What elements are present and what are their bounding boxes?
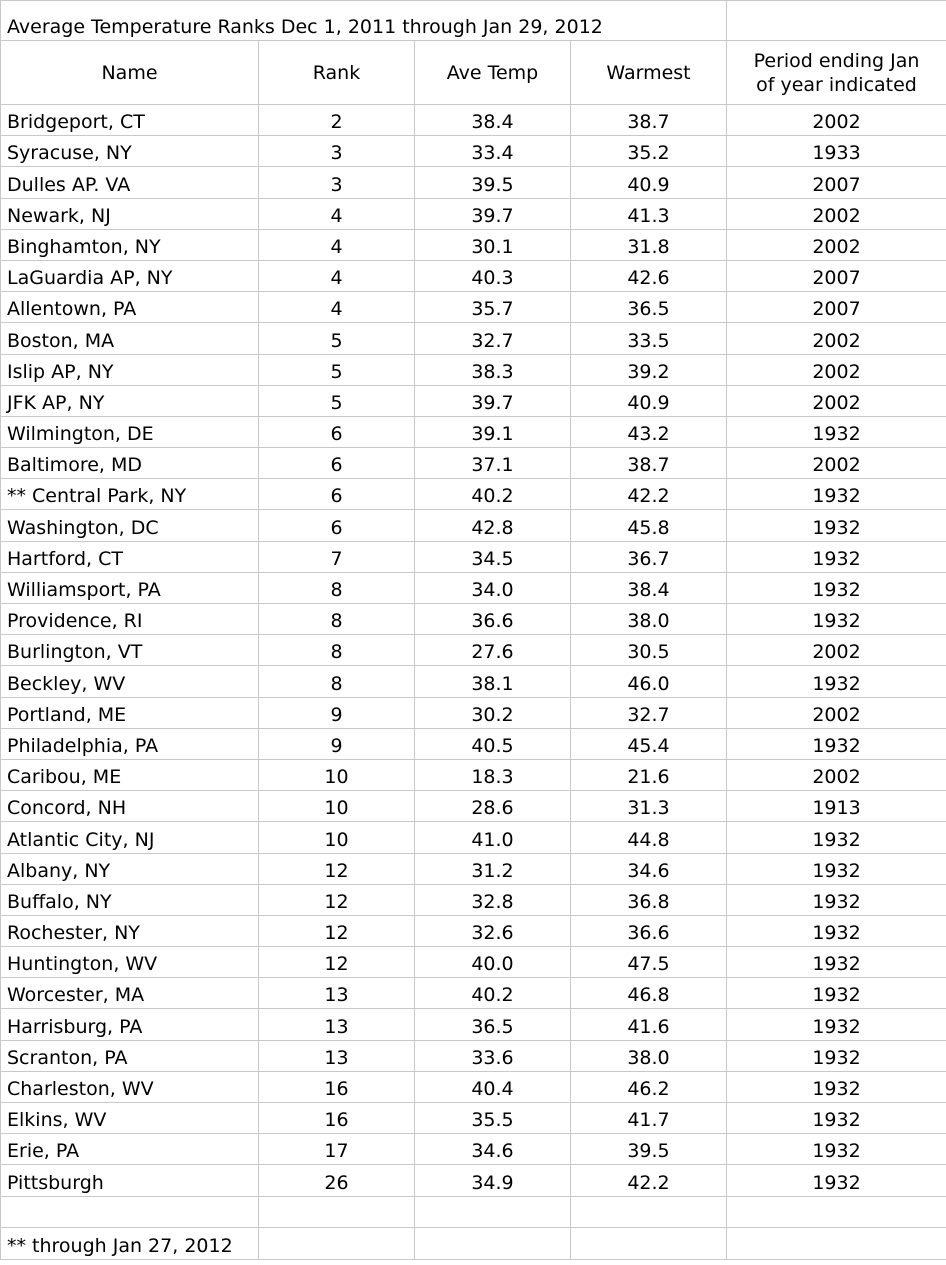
cell-ave-temp: 40.3 — [415, 260, 571, 291]
header-period-line2: of year indicated — [756, 73, 917, 96]
table-row — [1, 198, 946, 229]
cell-warmest: 42.2 — [571, 1165, 727, 1196]
header-ave-temp: Ave Temp — [415, 41, 571, 105]
cell-name: Burlington, VT — [1, 635, 259, 666]
cell-warmest: 40.9 — [571, 385, 727, 416]
cell-warmest: 44.8 — [571, 822, 727, 853]
cell-rank: 4 — [259, 229, 415, 260]
table-row — [1, 323, 946, 354]
cell-period-year: 1932 — [727, 978, 946, 1009]
footnote: ** through Jan 27, 2012 — [1, 1227, 259, 1259]
cell-rank: 13 — [259, 978, 415, 1009]
cell-warmest: 38.0 — [571, 1040, 727, 1071]
cell-rank: 17 — [259, 1134, 415, 1165]
cell-name: Huntington, WV — [1, 947, 259, 978]
cell-name: Albany, NY — [1, 853, 259, 884]
cell-name: Dulles AP. VA — [1, 167, 259, 198]
cell-warmest: 41.7 — [571, 1103, 727, 1134]
table-row — [1, 510, 946, 541]
cell-period-year: 1932 — [727, 822, 946, 853]
cell-ave-temp: 39.7 — [415, 385, 571, 416]
cell-name: Atlantic City, NJ — [1, 822, 259, 853]
table-row — [1, 1040, 946, 1071]
empty-cell — [571, 1196, 727, 1227]
table-row — [1, 791, 946, 822]
cell-ave-temp: 36.6 — [415, 604, 571, 635]
cell-warmest: 40.9 — [571, 167, 727, 198]
empty-cell — [727, 1196, 946, 1227]
cell-rank: 3 — [259, 136, 415, 167]
cell-ave-temp: 33.4 — [415, 136, 571, 167]
cell-ave-temp: 31.2 — [415, 853, 571, 884]
cell-ave-temp: 40.5 — [415, 728, 571, 759]
header-name: Name — [1, 41, 259, 105]
cell-warmest: 30.5 — [571, 635, 727, 666]
cell-ave-temp: 32.6 — [415, 915, 571, 946]
cell-warmest: 33.5 — [571, 323, 727, 354]
cell-warmest: 35.2 — [571, 136, 727, 167]
table-row — [1, 479, 946, 510]
cell-rank: 12 — [259, 915, 415, 946]
cell-period-year: 1932 — [727, 1165, 946, 1196]
cell-ave-temp: 27.6 — [415, 635, 571, 666]
table-row — [1, 136, 946, 167]
cell-period-year: 1932 — [727, 915, 946, 946]
cell-name: Worcester, MA — [1, 978, 259, 1009]
cell-ave-temp: 33.6 — [415, 1040, 571, 1071]
cell-rank: 13 — [259, 1009, 415, 1040]
cell-period-year: 1932 — [727, 1009, 946, 1040]
cell-name: Islip AP, NY — [1, 354, 259, 385]
cell-warmest: 46.2 — [571, 1071, 727, 1102]
cell-ave-temp: 39.1 — [415, 416, 571, 447]
table-row — [1, 354, 946, 385]
cell-period-year: 1932 — [727, 416, 946, 447]
table-row — [1, 915, 946, 946]
cell-ave-temp: 18.3 — [415, 759, 571, 790]
cell-period-year: 1913 — [727, 791, 946, 822]
cell-name: Caribou, ME — [1, 759, 259, 790]
cell-rank: 2 — [259, 105, 415, 136]
cell-period-year: 2002 — [727, 385, 946, 416]
empty-cell — [259, 1196, 415, 1227]
cell-ave-temp: 40.2 — [415, 978, 571, 1009]
cell-warmest: 36.5 — [571, 292, 727, 323]
cell-period-year: 1933 — [727, 136, 946, 167]
cell-warmest: 36.8 — [571, 884, 727, 915]
table-row — [1, 229, 946, 260]
cell-name: JFK AP, NY — [1, 385, 259, 416]
cell-name: Concord, NH — [1, 791, 259, 822]
cell-period-year: 2002 — [727, 635, 946, 666]
cell-period-year: 1932 — [727, 510, 946, 541]
cell-period-year: 2002 — [727, 105, 946, 136]
cell-rank: 12 — [259, 853, 415, 884]
cell-period-year: 2002 — [727, 198, 946, 229]
cell-period-year: 1932 — [727, 728, 946, 759]
table-row — [1, 728, 946, 759]
table-row — [1, 292, 946, 323]
cell-rank: 4 — [259, 292, 415, 323]
cell-warmest: 45.8 — [571, 510, 727, 541]
empty-cell — [571, 1227, 727, 1259]
table-row — [1, 1134, 946, 1165]
footnote-row — [1, 1227, 946, 1259]
table-row — [1, 385, 946, 416]
cell-name: Erie, PA — [1, 1134, 259, 1165]
cell-rank: 3 — [259, 167, 415, 198]
table-row — [1, 260, 946, 291]
cell-rank: 10 — [259, 759, 415, 790]
blank-row — [1, 1196, 946, 1227]
cell-ave-temp: 35.7 — [415, 292, 571, 323]
cell-rank: 5 — [259, 354, 415, 385]
cell-period-year: 2002 — [727, 323, 946, 354]
cell-name: Rochester, NY — [1, 915, 259, 946]
table-row — [1, 853, 946, 884]
cell-ave-temp: 41.0 — [415, 822, 571, 853]
cell-name: Buffalo, NY — [1, 884, 259, 915]
cell-name: Providence, RI — [1, 604, 259, 635]
table-row — [1, 1165, 946, 1196]
cell-name: Newark, NJ — [1, 198, 259, 229]
cell-period-year: 1932 — [727, 604, 946, 635]
cell-ave-temp: 35.5 — [415, 1103, 571, 1134]
cell-warmest: 38.0 — [571, 604, 727, 635]
cell-warmest: 31.8 — [571, 229, 727, 260]
cell-period-year: 1932 — [727, 666, 946, 697]
cell-warmest: 38.7 — [571, 448, 727, 479]
cell-period-year: 2007 — [727, 260, 946, 291]
cell-rank: 4 — [259, 260, 415, 291]
cell-name: Portland, ME — [1, 697, 259, 728]
cell-warmest: 36.7 — [571, 541, 727, 572]
cell-rank: 6 — [259, 479, 415, 510]
table-row — [1, 105, 946, 136]
cell-ave-temp: 38.1 — [415, 666, 571, 697]
cell-name: Philadelphia, PA — [1, 728, 259, 759]
cell-warmest: 21.6 — [571, 759, 727, 790]
cell-period-year: 1932 — [727, 572, 946, 603]
cell-name: Hartford, CT — [1, 541, 259, 572]
cell-name: Allentown, PA — [1, 292, 259, 323]
header-warmest: Warmest — [571, 41, 727, 105]
cell-rank: 9 — [259, 728, 415, 759]
cell-period-year: 2002 — [727, 354, 946, 385]
cell-warmest: 46.8 — [571, 978, 727, 1009]
cell-period-year: 1932 — [727, 884, 946, 915]
empty-cell — [415, 1196, 571, 1227]
cell-name: Scranton, PA — [1, 1040, 259, 1071]
cell-period-year: 1932 — [727, 1040, 946, 1071]
cell-rank: 13 — [259, 1040, 415, 1071]
cell-rank: 8 — [259, 572, 415, 603]
cell-ave-temp: 34.9 — [415, 1165, 571, 1196]
cell-warmest: 47.5 — [571, 947, 727, 978]
cell-name: Wilmington, DE — [1, 416, 259, 447]
empty-cell — [415, 1227, 571, 1259]
cell-rank: 16 — [259, 1103, 415, 1134]
cell-period-year: 2002 — [727, 759, 946, 790]
cell-warmest: 31.3 — [571, 791, 727, 822]
cell-warmest: 39.5 — [571, 1134, 727, 1165]
cell-warmest: 36.6 — [571, 915, 727, 946]
cell-name: Elkins, WV — [1, 1103, 259, 1134]
cell-period-year: 2007 — [727, 292, 946, 323]
cell-ave-temp: 36.5 — [415, 1009, 571, 1040]
table-row — [1, 604, 946, 635]
cell-warmest: 39.2 — [571, 354, 727, 385]
cell-warmest: 42.2 — [571, 479, 727, 510]
cell-ave-temp: 30.1 — [415, 229, 571, 260]
cell-ave-temp: 28.6 — [415, 791, 571, 822]
table-row — [1, 635, 946, 666]
cell-period-year: 2002 — [727, 448, 946, 479]
cell-rank: 5 — [259, 385, 415, 416]
table-row — [1, 1009, 946, 1040]
cell-period-year: 1932 — [727, 1134, 946, 1165]
cell-name: Syracuse, NY — [1, 136, 259, 167]
cell-ave-temp: 38.3 — [415, 354, 571, 385]
cell-rank: 7 — [259, 541, 415, 572]
cell-rank: 8 — [259, 635, 415, 666]
cell-rank: 6 — [259, 510, 415, 541]
table-row — [1, 541, 946, 572]
cell-name: Binghamton, NY — [1, 229, 259, 260]
cell-warmest: 43.2 — [571, 416, 727, 447]
cell-warmest: 32.7 — [571, 697, 727, 728]
cell-name: Baltimore, MD — [1, 448, 259, 479]
title-row — [1, 1, 946, 41]
cell-ave-temp: 30.2 — [415, 697, 571, 728]
cell-name: Charleston, WV — [1, 1071, 259, 1102]
table-row — [1, 822, 946, 853]
cell-rank: 6 — [259, 448, 415, 479]
table-row — [1, 884, 946, 915]
table-row — [1, 416, 946, 447]
cell-rank: 8 — [259, 604, 415, 635]
cell-ave-temp: 32.7 — [415, 323, 571, 354]
cell-warmest: 46.0 — [571, 666, 727, 697]
cell-period-year: 1932 — [727, 1103, 946, 1134]
cell-period-year: 1932 — [727, 541, 946, 572]
cell-period-year: 2002 — [727, 697, 946, 728]
table-row — [1, 1103, 946, 1134]
header-period-line1: Period ending Jan — [753, 49, 920, 72]
cell-name: Williamsport, PA — [1, 572, 259, 603]
cell-rank: 9 — [259, 697, 415, 728]
cell-ave-temp: 40.0 — [415, 947, 571, 978]
cell-period-year: 1932 — [727, 947, 946, 978]
cell-period-year: 1932 — [727, 853, 946, 884]
cell-ave-temp: 40.4 — [415, 1071, 571, 1102]
cell-ave-temp: 39.5 — [415, 167, 571, 198]
cell-ave-temp: 32.8 — [415, 884, 571, 915]
cell-name: ** Central Park, NY — [1, 479, 259, 510]
table-row — [1, 572, 946, 603]
table-row — [1, 448, 946, 479]
cell-ave-temp: 37.1 — [415, 448, 571, 479]
empty-cell — [727, 1, 946, 41]
cell-warmest: 41.3 — [571, 198, 727, 229]
table-row — [1, 978, 946, 1009]
empty-cell — [1, 1196, 259, 1227]
cell-warmest: 34.6 — [571, 853, 727, 884]
header-period — [727, 41, 946, 105]
cell-warmest: 38.4 — [571, 572, 727, 603]
cell-ave-temp: 42.8 — [415, 510, 571, 541]
table-row — [1, 167, 946, 198]
table-row — [1, 759, 946, 790]
cell-rank: 8 — [259, 666, 415, 697]
table-title: Average Temperature Ranks Dec 1, 2011 through Jan 29, 2012 — [1, 1, 727, 41]
cell-name: Washington, DC — [1, 510, 259, 541]
cell-ave-temp: 40.2 — [415, 479, 571, 510]
cell-rank: 12 — [259, 884, 415, 915]
cell-warmest: 38.7 — [571, 105, 727, 136]
table-row — [1, 947, 946, 978]
cell-ave-temp: 34.5 — [415, 541, 571, 572]
cell-warmest: 41.6 — [571, 1009, 727, 1040]
table-row — [1, 666, 946, 697]
cell-rank: 12 — [259, 947, 415, 978]
cell-rank: 16 — [259, 1071, 415, 1102]
cell-name: LaGuardia AP, NY — [1, 260, 259, 291]
cell-rank: 5 — [259, 323, 415, 354]
cell-period-year: 1932 — [727, 1071, 946, 1102]
cell-name: Boston, MA — [1, 323, 259, 354]
cell-ave-temp: 38.4 — [415, 105, 571, 136]
cell-name: Harrisburg, PA — [1, 1009, 259, 1040]
cell-name: Beckley, WV — [1, 666, 259, 697]
cell-rank: 26 — [259, 1165, 415, 1196]
cell-name: Pittsburgh — [1, 1165, 259, 1196]
cell-warmest: 42.6 — [571, 260, 727, 291]
header-rank: Rank — [259, 41, 415, 105]
cell-period-year: 1932 — [727, 479, 946, 510]
empty-cell — [259, 1227, 415, 1259]
table-row — [1, 1071, 946, 1102]
cell-rank: 10 — [259, 822, 415, 853]
cell-warmest: 45.4 — [571, 728, 727, 759]
cell-rank: 4 — [259, 198, 415, 229]
cell-ave-temp: 39.7 — [415, 198, 571, 229]
cell-ave-temp: 34.0 — [415, 572, 571, 603]
cell-name: Bridgeport, CT — [1, 105, 259, 136]
table-row — [1, 697, 946, 728]
cell-period-year: 2007 — [727, 167, 946, 198]
cell-rank: 6 — [259, 416, 415, 447]
header-row — [1, 41, 946, 105]
cell-period-year: 2002 — [727, 229, 946, 260]
cell-ave-temp: 34.6 — [415, 1134, 571, 1165]
empty-cell — [727, 1227, 946, 1259]
cell-rank: 10 — [259, 791, 415, 822]
